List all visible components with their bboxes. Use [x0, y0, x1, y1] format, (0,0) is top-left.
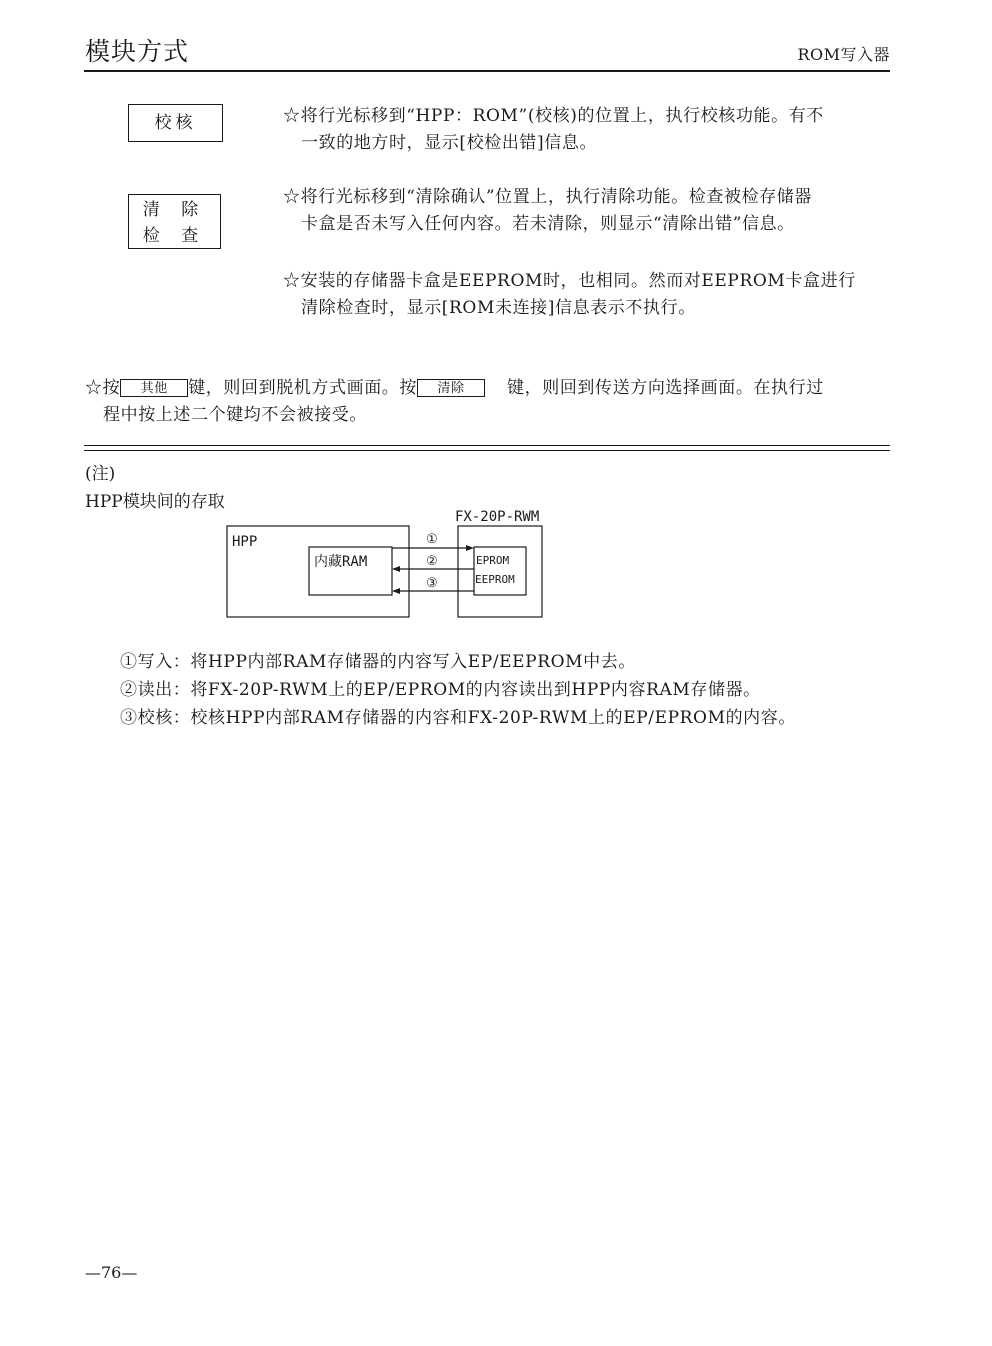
- verify-arrow-head: [392, 588, 400, 594]
- eeprom-description: [283, 268, 893, 322]
- key-behavior-mid: 键，则回到脱机方式画面。按: [188, 378, 418, 398]
- read-arrow-head: [392, 566, 400, 572]
- rwm-box: [458, 526, 542, 617]
- eeprom-description-line1: ☆安装的存储器卡盒是EEPROM时，也相同。然而对EEPROM卡盒进行: [283, 271, 856, 291]
- legend-verify: ③校核：校核HPP内部RAM存储器的内容和FX-20P-RWM上的EP/EPROM的内容。: [120, 708, 796, 728]
- diagram-legend: [120, 648, 796, 732]
- write-arrow-marker: ①: [426, 532, 438, 547]
- clear-check-key-line1: 清 除: [142, 200, 207, 220]
- write-arrow-head: [466, 545, 474, 551]
- internal-ram-label: 内藏RAM: [314, 554, 368, 570]
- section-divider-bottom: [84, 450, 890, 451]
- eeprom-description-line2: 清除检查时，显示[ROM未连接]信息表示不执行。: [301, 298, 696, 318]
- verify-description: [283, 103, 893, 157]
- other-key-label: 其他: [120, 379, 188, 397]
- section-divider-top: [84, 445, 890, 446]
- verify-description-line2: 一致的地方时，显示[校检出错]信息。: [301, 133, 598, 153]
- note-label: (注): [85, 464, 116, 484]
- page-title: 模块方式: [85, 37, 190, 66]
- clear-check-description-line1: ☆将行光标移到“清除确认”位置上，执行清除功能。检查被检存储器: [283, 187, 812, 207]
- hpp-rom-writer-diagram: [222, 505, 562, 625]
- eeprom-label: EEPROM: [475, 573, 515, 586]
- clear-key-label: 清除: [417, 379, 485, 397]
- diagram-heading: HPP模块间的存取: [85, 492, 225, 512]
- section-title: ROM写入器: [797, 45, 890, 64]
- page-number: —76—: [85, 1263, 138, 1282]
- key-behavior-paragraph: [85, 375, 895, 429]
- verify-key-box: 校核: [128, 104, 223, 142]
- verify-arrow-marker: ③: [426, 576, 438, 591]
- device-label: FX-20P-RWM: [455, 509, 540, 525]
- header-divider: [84, 70, 890, 72]
- verify-description-line1: ☆将行光标移到“HPP：ROM”(校核)的位置上，执行校核功能。有不: [283, 106, 824, 126]
- key-behavior-suffix: 键，则回到传送方向选择画面。在执行过: [507, 378, 824, 398]
- key-behavior-prefix: ☆按: [85, 378, 121, 398]
- clear-check-description: [283, 184, 893, 238]
- clear-check-key-line2: 检 查: [142, 226, 207, 246]
- eprom-label: EPROM: [476, 554, 510, 567]
- legend-write: ①写入：将HPP内部RAM存储器的内容写入EP/EEPROM中去。: [120, 652, 636, 672]
- read-arrow-marker: ②: [426, 554, 438, 569]
- key-behavior-line2: 程中按上述二个键均不会被接受。: [103, 405, 367, 425]
- hpp-label: HPP: [232, 534, 258, 550]
- clear-check-description-line2: 卡盒是否未写入任何内容。若未清除，则显示“清除出错”信息。: [301, 214, 795, 234]
- clear-check-key-box: [128, 194, 221, 249]
- legend-read: ②读出：将FX-20P-RWM上的EP/EPROM的内容读出到HPP内容RAM存储器。: [120, 680, 761, 700]
